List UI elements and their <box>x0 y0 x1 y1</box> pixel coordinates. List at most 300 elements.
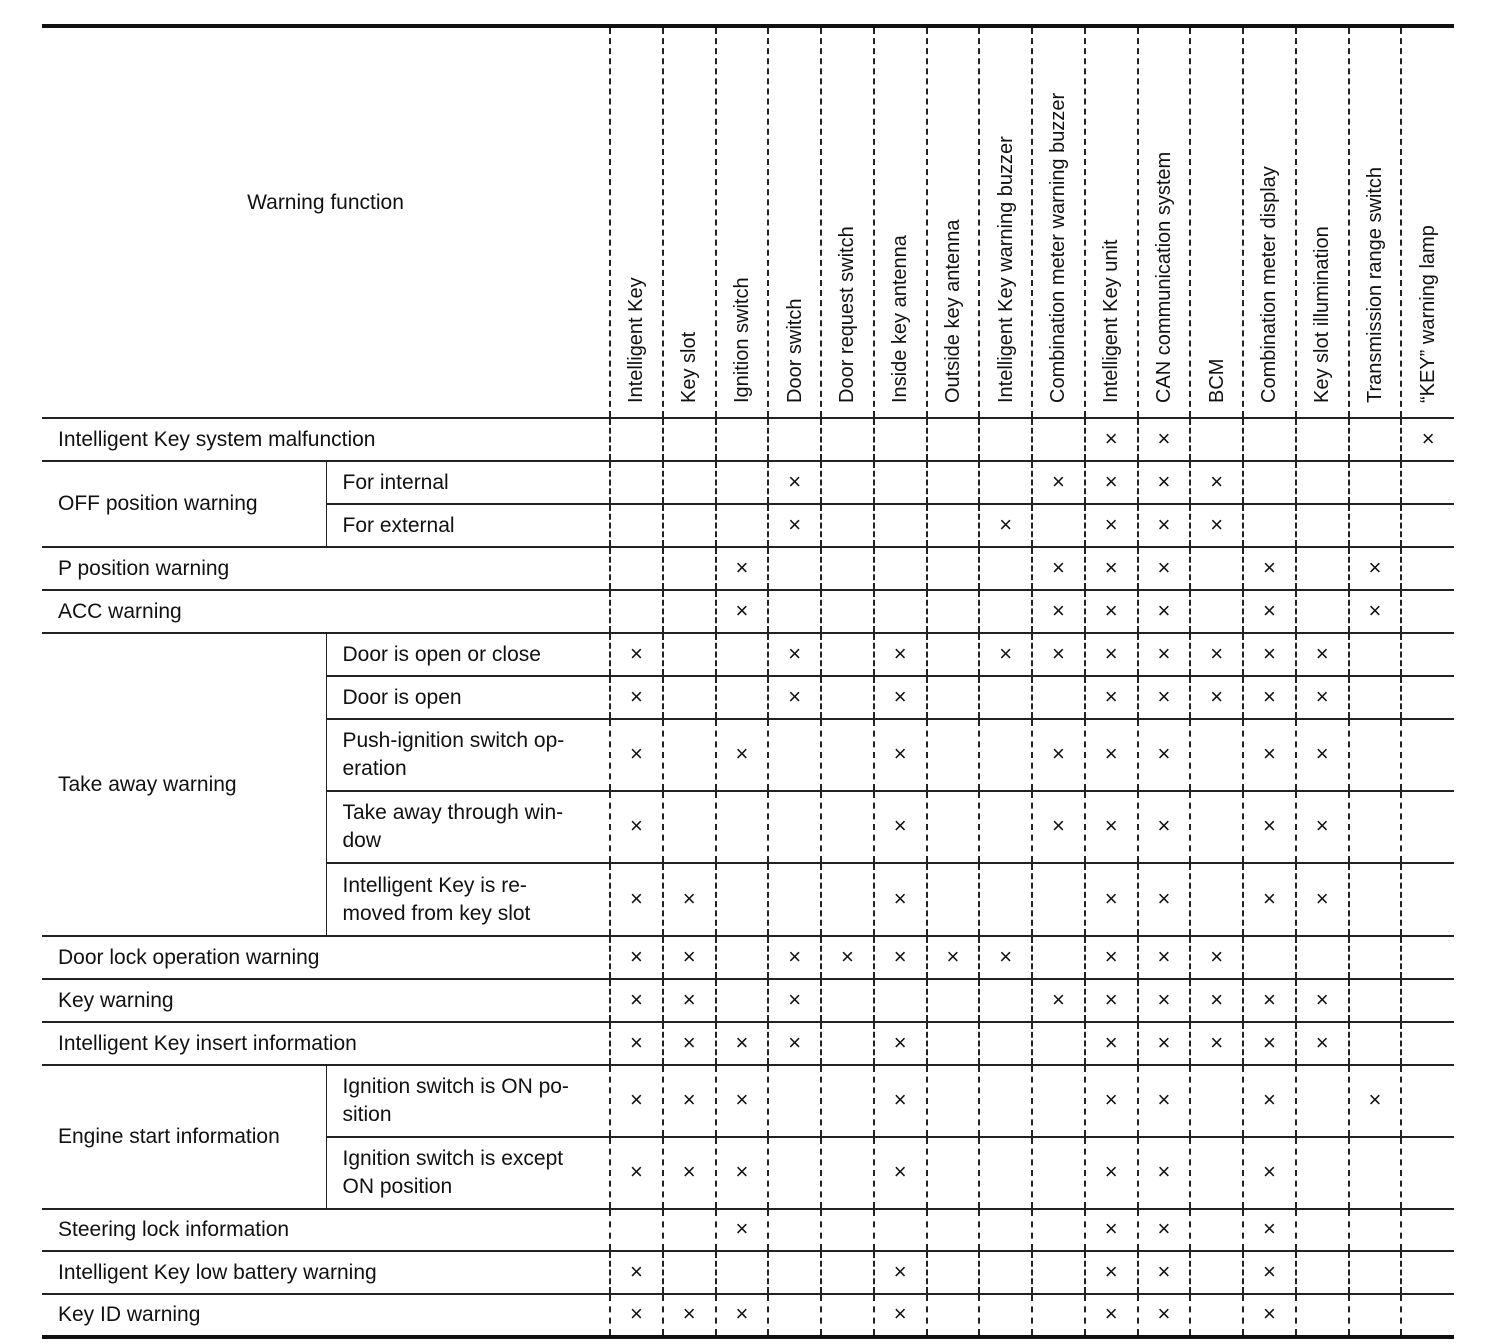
check-mark: × <box>629 1087 643 1112</box>
matrix-cell <box>610 791 663 863</box>
matrix-cell <box>1085 1065 1138 1137</box>
check-mark: × <box>788 943 802 969</box>
column-header-label: Outside key antenna <box>941 219 964 403</box>
matrix-cell <box>1032 1209 1085 1251</box>
warning-condition-cell: Door is open or close <box>326 633 610 676</box>
check-mark: × <box>629 943 643 969</box>
check-mark: × <box>1104 425 1118 451</box>
matrix-cell <box>1296 1209 1349 1251</box>
check-mark: × <box>682 1301 696 1326</box>
matrix-cell <box>979 418 1032 461</box>
matrix-cell <box>1401 863 1454 936</box>
matrix-cell <box>768 936 821 979</box>
check-mark: × <box>999 943 1013 969</box>
check-mark: × <box>1262 1087 1276 1112</box>
check-mark: × <box>893 813 907 838</box>
matrix-cell <box>1401 504 1454 547</box>
check-mark: × <box>682 986 696 1012</box>
matrix-cell <box>1032 719 1085 791</box>
matrix-cell <box>1401 1294 1454 1337</box>
check-mark: × <box>1157 986 1171 1012</box>
matrix-cell <box>1401 590 1454 633</box>
warning-function-cell: Intelligent Key low battery warning <box>42 1251 610 1294</box>
matrix-cell <box>663 719 716 791</box>
check-mark: × <box>1104 741 1118 766</box>
matrix-cell <box>1190 633 1243 676</box>
matrix-cell <box>1138 1294 1191 1337</box>
column-header <box>663 26 716 418</box>
matrix-cell <box>1085 1251 1138 1294</box>
check-mark: × <box>1210 468 1224 494</box>
check-mark: × <box>1315 986 1329 1012</box>
check-mark: × <box>629 741 643 766</box>
warning-function-cell: P position warning <box>42 547 610 590</box>
matrix-cell <box>1296 461 1349 504</box>
check-mark: × <box>1104 1087 1118 1112</box>
warning-condition-cell: Door is open <box>326 676 610 719</box>
matrix-cell <box>1032 936 1085 979</box>
matrix-cell <box>927 461 980 504</box>
matrix-cell <box>1190 504 1243 547</box>
matrix-cell <box>610 676 663 719</box>
matrix-cell <box>1032 1251 1085 1294</box>
matrix-cell <box>1085 676 1138 719</box>
matrix-cell <box>927 1022 980 1065</box>
warning-function-cell: ACC warning <box>42 590 610 633</box>
matrix-cell <box>610 1022 663 1065</box>
check-mark: × <box>1104 943 1118 969</box>
matrix-cell <box>821 1022 874 1065</box>
check-mark: × <box>1051 554 1065 580</box>
table-row <box>42 633 1454 676</box>
matrix-cell <box>1085 1294 1138 1337</box>
matrix-cell <box>1401 1209 1454 1251</box>
column-header-label: Combination meter warning buzzer <box>1047 92 1070 403</box>
matrix-cell <box>979 461 1032 504</box>
matrix-cell <box>1243 719 1296 791</box>
matrix-cell <box>1138 979 1191 1022</box>
matrix-cell <box>1190 1251 1243 1294</box>
column-header-label: Door request switch <box>836 226 859 403</box>
matrix-cell <box>610 863 663 936</box>
matrix-cell <box>1032 676 1085 719</box>
matrix-cell <box>927 979 980 1022</box>
matrix-cell <box>927 719 980 791</box>
matrix-cell <box>1032 504 1085 547</box>
matrix-cell <box>768 979 821 1022</box>
matrix-cell <box>1085 1137 1138 1209</box>
matrix-cell <box>874 504 927 547</box>
matrix-cell <box>610 1294 663 1337</box>
matrix-cell <box>1085 936 1138 979</box>
matrix-cell <box>874 863 927 936</box>
check-mark: × <box>735 741 749 766</box>
check-mark: × <box>1262 741 1276 766</box>
check-mark: × <box>1262 554 1276 580</box>
matrix-cell <box>1296 547 1349 590</box>
matrix-cell <box>610 1065 663 1137</box>
column-header <box>927 26 980 418</box>
matrix-cell <box>1401 676 1454 719</box>
matrix-cell <box>927 1251 980 1294</box>
column-header-label: Inside key antenna <box>889 235 912 403</box>
matrix-cell <box>1349 590 1402 633</box>
matrix-cell <box>1401 1251 1454 1294</box>
column-header <box>1349 26 1402 418</box>
matrix-cell <box>663 863 716 936</box>
check-mark: × <box>1104 1159 1118 1184</box>
matrix-cell <box>716 676 769 719</box>
column-header <box>1085 26 1138 418</box>
matrix-cell <box>1138 1251 1191 1294</box>
matrix-cell <box>1349 633 1402 676</box>
matrix-cell <box>1349 863 1402 936</box>
matrix-cell <box>1243 1065 1296 1137</box>
matrix-cell <box>1401 1065 1454 1137</box>
matrix-cell <box>1190 979 1243 1022</box>
check-mark: × <box>946 943 960 969</box>
matrix-cell <box>1243 590 1296 633</box>
matrix-cell <box>874 461 927 504</box>
warning-function-cell: Intelligent Key insert information <box>42 1022 610 1065</box>
table-row <box>42 1065 1454 1137</box>
matrix-cell <box>874 1209 927 1251</box>
matrix-cell <box>927 1065 980 1137</box>
matrix-cell <box>979 504 1032 547</box>
check-mark: × <box>629 640 643 666</box>
matrix-cell <box>1401 719 1454 791</box>
matrix-cell <box>1349 1251 1402 1294</box>
matrix-cell <box>663 979 716 1022</box>
check-mark: × <box>1157 425 1171 451</box>
check-mark: × <box>735 1301 749 1326</box>
check-mark: × <box>1210 683 1224 709</box>
matrix-cell <box>663 1294 716 1337</box>
matrix-cell <box>927 1137 980 1209</box>
matrix-cell <box>1296 418 1349 461</box>
check-mark: × <box>1157 1301 1171 1326</box>
matrix-cell <box>716 936 769 979</box>
matrix-cell <box>1349 1137 1402 1209</box>
matrix-cell <box>1243 1137 1296 1209</box>
check-mark: × <box>1157 554 1171 580</box>
check-mark: × <box>1104 554 1118 580</box>
matrix-cell <box>1296 1022 1349 1065</box>
matrix-body <box>42 418 1454 1337</box>
check-mark: × <box>1157 1029 1171 1055</box>
check-mark: × <box>1157 1159 1171 1184</box>
check-mark: × <box>1157 741 1171 766</box>
matrix-cell <box>1085 590 1138 633</box>
matrix-cell <box>979 1137 1032 1209</box>
warning-condition-cell: For internal <box>326 461 610 504</box>
matrix-cell <box>768 791 821 863</box>
matrix-cell <box>663 1022 716 1065</box>
matrix-cell <box>979 1209 1032 1251</box>
matrix-cell <box>1138 547 1191 590</box>
matrix-cell <box>927 791 980 863</box>
matrix-cell <box>979 676 1032 719</box>
check-mark: × <box>1262 1029 1276 1055</box>
matrix-cell <box>874 1137 927 1209</box>
check-mark: × <box>1262 597 1276 623</box>
matrix-cell <box>1190 461 1243 504</box>
matrix-cell <box>768 1137 821 1209</box>
matrix-cell <box>1243 504 1296 547</box>
check-mark: × <box>1262 1301 1276 1326</box>
matrix-cell <box>610 547 663 590</box>
check-mark: × <box>1051 813 1065 838</box>
column-header-label: Intelligent Key <box>625 277 648 403</box>
check-mark: × <box>629 1301 643 1326</box>
matrix-cell <box>1349 676 1402 719</box>
matrix-cell <box>1190 1065 1243 1137</box>
matrix-cell <box>1085 863 1138 936</box>
matrix-cell <box>1349 936 1402 979</box>
matrix-cell <box>1349 461 1402 504</box>
matrix-cell <box>927 863 980 936</box>
check-mark: × <box>893 741 907 766</box>
matrix-cell <box>1349 791 1402 863</box>
matrix-cell <box>1243 863 1296 936</box>
column-header <box>1401 26 1454 418</box>
check-mark: × <box>1262 813 1276 838</box>
matrix-cell <box>610 1209 663 1251</box>
check-mark: × <box>629 683 643 709</box>
matrix-cell <box>1401 547 1454 590</box>
matrix-cell <box>716 461 769 504</box>
check-mark: × <box>893 640 907 666</box>
matrix-cell <box>768 1251 821 1294</box>
check-mark: × <box>1051 597 1065 623</box>
matrix-cell <box>874 979 927 1022</box>
matrix-cell <box>716 1209 769 1251</box>
table-row <box>42 979 1454 1022</box>
column-header-label: Ignition switch <box>730 277 753 403</box>
matrix-cell <box>1032 979 1085 1022</box>
matrix-cell <box>1349 547 1402 590</box>
matrix-cell <box>1085 504 1138 547</box>
check-mark: × <box>1262 1159 1276 1184</box>
table-row <box>42 461 1454 504</box>
matrix-cell <box>1296 1137 1349 1209</box>
matrix-cell <box>874 1294 927 1337</box>
matrix-cell <box>1401 791 1454 863</box>
matrix-cell <box>1243 633 1296 676</box>
matrix-cell <box>610 1251 663 1294</box>
matrix-cell <box>716 979 769 1022</box>
check-mark: × <box>735 554 749 580</box>
check-mark: × <box>893 683 907 709</box>
table-row <box>42 1294 1454 1337</box>
matrix-cell <box>927 504 980 547</box>
check-mark: × <box>788 468 802 494</box>
matrix-cell <box>927 676 980 719</box>
check-mark: × <box>1104 1029 1118 1055</box>
matrix-cell <box>1243 1209 1296 1251</box>
matrix-cell <box>1190 676 1243 719</box>
check-mark: × <box>735 1029 749 1055</box>
matrix-cell <box>1296 504 1349 547</box>
column-header-label: “KEY” warning lamp <box>1417 225 1440 403</box>
matrix-cell <box>979 1022 1032 1065</box>
matrix-cell <box>716 547 769 590</box>
warning-condition-cell: Ignition switch is except ON position <box>326 1137 610 1209</box>
check-mark: × <box>735 1216 749 1241</box>
matrix-cell <box>1190 1022 1243 1065</box>
check-mark: × <box>999 640 1013 666</box>
matrix-cell <box>1138 418 1191 461</box>
matrix-cell <box>1138 590 1191 633</box>
matrix-cell <box>663 676 716 719</box>
matrix-cell <box>1032 461 1085 504</box>
matrix-cell <box>979 633 1032 676</box>
matrix-cell <box>1138 504 1191 547</box>
warning-function-header <box>42 26 610 418</box>
matrix-cell <box>927 547 980 590</box>
matrix-cell <box>1032 1022 1085 1065</box>
warning-condition-cell: Push-ignition switch op- eration <box>326 719 610 791</box>
check-mark: × <box>1315 741 1329 766</box>
matrix-cell <box>874 418 927 461</box>
check-mark: × <box>1157 597 1171 623</box>
check-mark: × <box>1262 885 1276 911</box>
matrix-cell <box>663 504 716 547</box>
matrix-cell <box>610 936 663 979</box>
table-row <box>42 418 1454 461</box>
table-row <box>42 936 1454 979</box>
matrix-cell <box>821 418 874 461</box>
matrix-cell <box>821 1065 874 1137</box>
matrix-cell <box>1243 676 1296 719</box>
check-mark: × <box>629 986 643 1012</box>
check-mark: × <box>1157 468 1171 494</box>
matrix-cell <box>1296 791 1349 863</box>
warning-function-cell: Steering lock information <box>42 1209 610 1251</box>
matrix-cell <box>821 1137 874 1209</box>
matrix-cell <box>1085 719 1138 791</box>
check-mark: × <box>1315 813 1329 838</box>
check-mark: × <box>1104 468 1118 494</box>
column-header <box>1032 26 1085 418</box>
column-header <box>821 26 874 418</box>
check-mark: × <box>840 943 854 969</box>
matrix-cell <box>1138 791 1191 863</box>
matrix-cell <box>663 1065 716 1137</box>
matrix-cell <box>1349 719 1402 791</box>
check-mark: × <box>893 943 907 969</box>
check-mark: × <box>788 683 802 709</box>
matrix-cell <box>1138 1209 1191 1251</box>
matrix-cell <box>663 418 716 461</box>
check-mark: × <box>893 885 907 911</box>
matrix-cell <box>979 791 1032 863</box>
matrix-cell <box>1349 504 1402 547</box>
matrix-cell <box>821 590 874 633</box>
matrix-cell <box>1085 979 1138 1022</box>
check-mark: × <box>682 1159 696 1184</box>
check-mark: × <box>1157 885 1171 911</box>
matrix-cell <box>1296 633 1349 676</box>
check-mark: × <box>999 511 1013 537</box>
warning-function-label: Warning function <box>247 190 404 214</box>
matrix-cell <box>821 1251 874 1294</box>
check-mark: × <box>1210 1029 1224 1055</box>
matrix-cell <box>821 979 874 1022</box>
matrix-cell <box>716 719 769 791</box>
matrix-cell <box>1401 1022 1454 1065</box>
matrix-cell <box>1032 418 1085 461</box>
check-mark: × <box>1104 1301 1118 1326</box>
matrix-cell <box>768 676 821 719</box>
check-mark: × <box>1051 468 1065 494</box>
matrix-cell <box>1296 719 1349 791</box>
matrix-cell <box>979 1294 1032 1337</box>
table-row <box>42 1022 1454 1065</box>
check-mark: × <box>1315 640 1329 666</box>
column-header-label: Intelligent Key unit <box>1100 239 1123 403</box>
matrix-cell <box>1296 676 1349 719</box>
matrix-cell <box>663 1209 716 1251</box>
check-mark: × <box>1051 741 1065 766</box>
matrix-cell <box>610 418 663 461</box>
matrix-cell <box>874 1065 927 1137</box>
check-mark: × <box>893 1301 907 1326</box>
matrix-cell <box>1032 633 1085 676</box>
matrix-cell <box>1032 1065 1085 1137</box>
matrix-cell <box>768 719 821 791</box>
matrix-cell <box>821 936 874 979</box>
column-header <box>716 26 769 418</box>
matrix-cell <box>663 1137 716 1209</box>
matrix-cell <box>663 633 716 676</box>
check-mark: × <box>1104 640 1118 666</box>
column-header <box>1296 26 1349 418</box>
matrix-cell <box>663 791 716 863</box>
matrix-cell <box>1296 1065 1349 1137</box>
matrix-cell <box>768 863 821 936</box>
matrix-cell <box>610 590 663 633</box>
matrix-cell <box>1190 1137 1243 1209</box>
matrix-cell <box>768 461 821 504</box>
matrix-cell <box>663 1251 716 1294</box>
matrix-cell <box>1085 633 1138 676</box>
matrix-cell <box>874 633 927 676</box>
column-header <box>874 26 927 418</box>
matrix-cell <box>1243 1251 1296 1294</box>
check-mark: × <box>1210 640 1224 666</box>
matrix-cell <box>610 633 663 676</box>
matrix-cell <box>979 719 1032 791</box>
check-mark: × <box>1157 683 1171 709</box>
matrix-cell <box>768 633 821 676</box>
matrix-cell <box>821 1294 874 1337</box>
check-mark: × <box>1104 885 1118 911</box>
matrix-cell <box>1296 590 1349 633</box>
matrix-cell <box>716 863 769 936</box>
check-mark: × <box>1104 813 1118 838</box>
matrix-cell <box>821 504 874 547</box>
matrix-cell <box>768 418 821 461</box>
check-mark: × <box>735 597 749 623</box>
warning-condition-cell: Take away through win- dow <box>326 791 610 863</box>
table-row <box>42 1251 1454 1294</box>
column-header-label: Key slot illumination <box>1311 226 1334 403</box>
matrix-cell <box>1243 1022 1296 1065</box>
matrix-cell <box>1401 461 1454 504</box>
check-mark: × <box>629 1159 643 1184</box>
matrix-cell <box>821 1209 874 1251</box>
